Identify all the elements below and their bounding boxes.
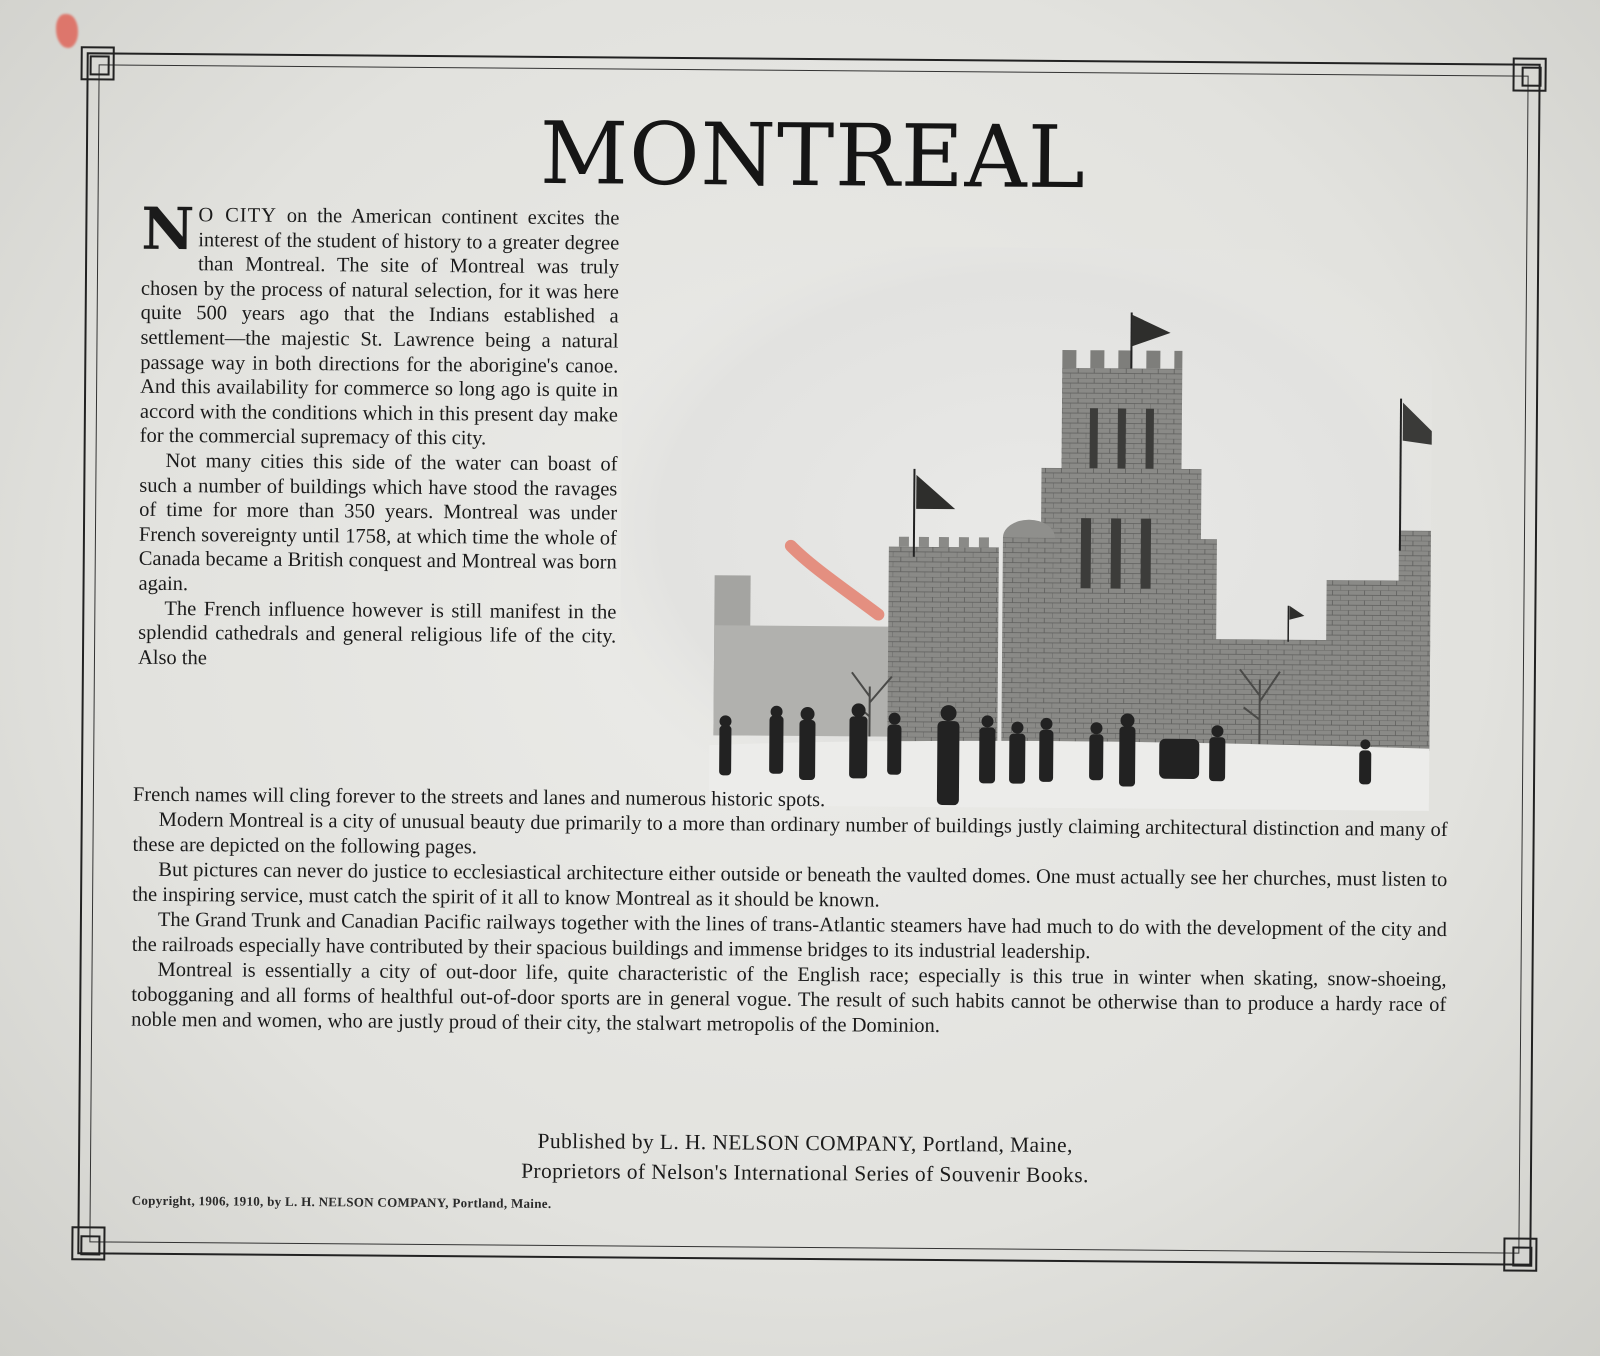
body-text: [131, 783, 1448, 1043]
publisher-line: Published by L. H. NELSON COMPANY, Portland, Maine,: [537, 1128, 1073, 1158]
paragraph: But pictures can never do justice to ecclesiastical architecture either outside or beneath the vaulted domes. One must actually see her churches, must listen to the inspiring service, must catch the spirit of it all to know Montreal as it should be known.: [132, 858, 1448, 912]
paragraph: Montreal is essentially a city of out-door life, quite characteristic of the English race; especially is this true in winter when skating, snow-shoeing, tobogganing and all forms of healthful out-of-door sports are in general vogue. The result of such habits cannot be otherwise than to produce a hardy race of noble men and women, who are justly proud of their city, the stalwart metropolis of the Dominion.: [131, 958, 1447, 1038]
corner-ornament-icon: [1503, 1237, 1537, 1271]
corner-ornament-icon: [1512, 58, 1546, 92]
drop-cap: N: [141, 194, 195, 264]
paragraph: The Grand Trunk and Canadian Pacific railways together with the lines of trans-Atlantic steamers have had much to do with the development of the city and the railroads especially have contributed by their spacious buildings and immense bridges to its industrial leadership.: [131, 908, 1447, 964]
paragraph: Modern Montreal is a city of unusual beauty due primarily to a more than ordinary number of buildings justly claiming architectural distinction and many of these are depicted on the following pages.: [132, 808, 1448, 859]
ice-castle-illustration: [619, 245, 1433, 811]
intro-text: on the American continent excites the interest of the student of history to a greater degree than Montreal. The site of Montreal was truly chosen by the process of natural selection, for it was here quite 500 years ago that the Indians established a settlement—the majestic St. Lawrence being a natural passage way in both directions for the aborigine's canoe. And this availability for commerce so long ago is quite in accord with the conditions which in this present day make for the commercial supremacy of this city.: [139, 204, 620, 450]
ice-castle-photo: [619, 245, 1433, 811]
intro-lead: O CITY: [198, 204, 278, 227]
page-title: MONTREAL: [539, 103, 1087, 209]
copyright-notice: Copyright, 1906, 1910, by L. H. NELSON COMPANY, Portland, Maine.: [131, 1192, 552, 1211]
paragraph: Not many cities this side of the water can boast of such a number of buildings which have stood the ravages of time for more than 350 years. Montreal was under French sovereignty until 1758, at which time the whole of Canada became a British conquest and Montreal was born again.: [138, 449, 618, 596]
ink-stain: [56, 14, 78, 48]
publisher-line: Proprietors of Nelson's International Series of Souvenir Books.: [521, 1158, 1089, 1188]
paragraph-continuation: French names will cling forever to the streets and lanes and numerous historic spots.: [132, 783, 826, 812]
intro-column: [137, 194, 620, 674]
publisher-imprint: [80, 1122, 1530, 1193]
paragraph: The French influence however is still manifest in the splendid cathedrals and general religious life of the city. Also the: [137, 597, 617, 669]
corner-ornament-icon: [71, 1226, 105, 1260]
intro-paragraph: [139, 194, 620, 453]
decorative-border: [77, 52, 1540, 1265]
corner-ornament-icon: [81, 46, 115, 80]
